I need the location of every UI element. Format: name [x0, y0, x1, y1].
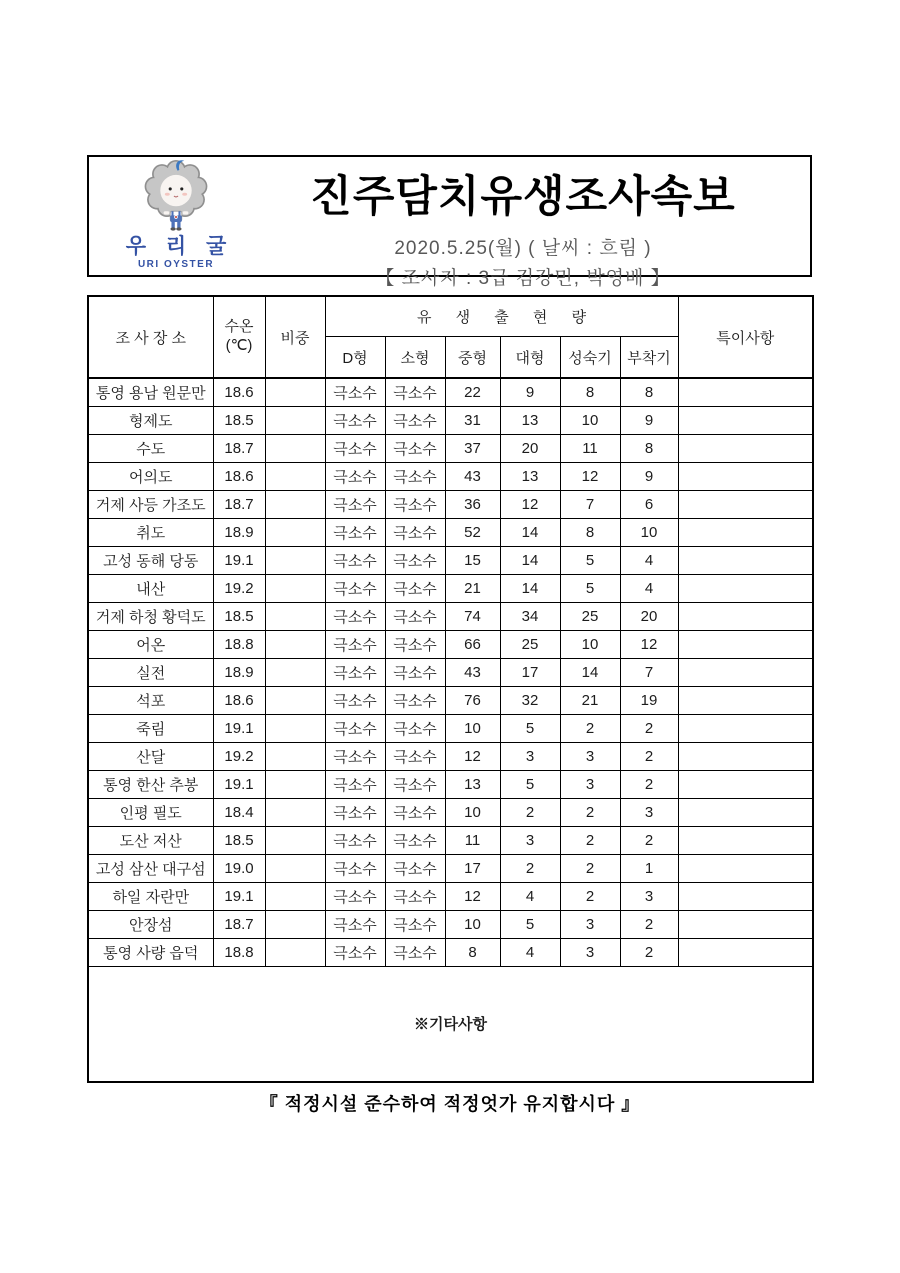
cell-mature: 3	[560, 742, 620, 770]
cell-large: 3	[500, 826, 560, 854]
cell-notes	[678, 882, 813, 910]
cell-medium: 31	[445, 406, 500, 434]
cell-temp: 18.5	[213, 826, 265, 854]
cell-small: 극소수	[385, 742, 445, 770]
table-row	[88, 518, 813, 546]
cell-d-type: 극소수	[325, 462, 385, 490]
cell-medium: 66	[445, 630, 500, 658]
table-row	[88, 434, 813, 462]
cell-small: 극소수	[385, 798, 445, 826]
cell-gravity	[265, 854, 325, 882]
cell-notes	[678, 826, 813, 854]
cell-d-type: 극소수	[325, 882, 385, 910]
cell-large: 4	[500, 938, 560, 966]
cell-temp: 19.1	[213, 770, 265, 798]
cell-notes	[678, 658, 813, 686]
cell-mature: 10	[560, 406, 620, 434]
cell-temp: 19.1	[213, 714, 265, 742]
cell-attach: 12	[620, 630, 678, 658]
cell-attach: 2	[620, 770, 678, 798]
cell-medium: 36	[445, 490, 500, 518]
cell-mature: 5	[560, 574, 620, 602]
table-row	[88, 630, 813, 658]
cell-location: 석포	[88, 686, 213, 714]
cell-attach: 1	[620, 854, 678, 882]
table-row	[88, 854, 813, 882]
cell-small: 극소수	[385, 434, 445, 462]
cell-location: 통영 사량 읍덕	[88, 938, 213, 966]
cell-small: 극소수	[385, 826, 445, 854]
cell-gravity	[265, 714, 325, 742]
cell-mature: 10	[560, 630, 620, 658]
cell-d-type: 극소수	[325, 910, 385, 938]
cell-medium: 17	[445, 854, 500, 882]
table-row	[88, 742, 813, 770]
cell-large: 13	[500, 406, 560, 434]
cell-temp: 18.5	[213, 406, 265, 434]
survey-table-wrap	[87, 295, 814, 1083]
cell-location: 죽림	[88, 714, 213, 742]
cell-gravity	[265, 630, 325, 658]
cell-small: 극소수	[385, 518, 445, 546]
table-row	[88, 770, 813, 798]
cell-mature: 2	[560, 854, 620, 882]
cell-small: 극소수	[385, 490, 445, 518]
cell-notes	[678, 378, 813, 406]
cell-mature: 8	[560, 518, 620, 546]
cell-mature: 3	[560, 938, 620, 966]
cell-small: 극소수	[385, 574, 445, 602]
cell-notes	[678, 630, 813, 658]
cell-small: 극소수	[385, 770, 445, 798]
cell-small: 극소수	[385, 910, 445, 938]
table-row	[88, 686, 813, 714]
cell-d-type: 극소수	[325, 518, 385, 546]
cell-location: 형제도	[88, 406, 213, 434]
cell-small: 극소수	[385, 462, 445, 490]
col-header-temperature	[213, 296, 265, 378]
cell-d-type: 극소수	[325, 938, 385, 966]
logo-name-korean: 우 리 굴	[125, 235, 234, 258]
table-row	[88, 882, 813, 910]
col-header-small: 소형	[385, 337, 445, 379]
cell-small: 극소수	[385, 686, 445, 714]
cell-large: 17	[500, 658, 560, 686]
cell-attach: 2	[620, 938, 678, 966]
date-weather-line: 2020.5.25(월) ( 날씨 : 흐림 )	[394, 238, 652, 259]
table-row	[88, 910, 813, 938]
cell-location: 고성 동해 당동	[88, 546, 213, 574]
cell-attach: 3	[620, 882, 678, 910]
cell-notes	[678, 910, 813, 938]
cell-medium: 13	[445, 770, 500, 798]
table-header	[88, 296, 813, 378]
table-row	[88, 658, 813, 686]
cell-location: 안장섬	[88, 910, 213, 938]
col-header-large: 대형	[500, 337, 560, 379]
cell-location: 거제 사등 가조도	[88, 490, 213, 518]
cell-large: 5	[500, 910, 560, 938]
cell-large: 2	[500, 798, 560, 826]
cell-mature: 12	[560, 462, 620, 490]
cell-large: 20	[500, 434, 560, 462]
cell-medium: 10	[445, 714, 500, 742]
cell-notes	[678, 686, 813, 714]
cell-mature: 8	[560, 378, 620, 406]
cell-medium: 15	[445, 546, 500, 574]
cell-notes	[678, 714, 813, 742]
cell-large: 5	[500, 714, 560, 742]
cell-gravity	[265, 910, 325, 938]
col-header-mature: 성숙기	[560, 337, 620, 379]
cell-temp: 18.8	[213, 630, 265, 658]
cell-gravity	[265, 378, 325, 406]
cell-small: 극소수	[385, 938, 445, 966]
cell-temp: 18.9	[213, 658, 265, 686]
table-row	[88, 490, 813, 518]
cell-large: 25	[500, 630, 560, 658]
cell-d-type: 극소수	[325, 714, 385, 742]
cell-attach: 19	[620, 686, 678, 714]
uri-oyster-logo	[113, 160, 239, 270]
cell-gravity	[265, 406, 325, 434]
cell-attach: 2	[620, 742, 678, 770]
temp-header-line2: (℃)	[225, 337, 253, 354]
cell-mature: 5	[560, 546, 620, 574]
cell-d-type: 극소수	[325, 630, 385, 658]
cell-small: 극소수	[385, 630, 445, 658]
cell-gravity	[265, 826, 325, 854]
cell-temp: 19.1	[213, 882, 265, 910]
cell-temp: 18.9	[213, 518, 265, 546]
cell-d-type: 극소수	[325, 742, 385, 770]
cell-small: 극소수	[385, 882, 445, 910]
cell-mature: 7	[560, 490, 620, 518]
larvae-survey-table	[87, 295, 814, 1083]
table-row	[88, 574, 813, 602]
cell-attach: 10	[620, 518, 678, 546]
cell-gravity	[265, 574, 325, 602]
table-row	[88, 938, 813, 966]
cell-notes	[678, 938, 813, 966]
cell-large: 13	[500, 462, 560, 490]
cell-medium: 52	[445, 518, 500, 546]
cell-notes	[678, 798, 813, 826]
cell-notes	[678, 406, 813, 434]
cell-small: 극소수	[385, 378, 445, 406]
larvae-table-body	[88, 378, 813, 966]
cell-location: 하일 자란만	[88, 882, 213, 910]
cell-medium: 22	[445, 378, 500, 406]
col-header-notes: 특이사항	[678, 296, 813, 378]
cell-medium: 43	[445, 658, 500, 686]
cell-gravity	[265, 546, 325, 574]
cell-gravity	[265, 798, 325, 826]
cell-d-type: 극소수	[325, 686, 385, 714]
table-row	[88, 798, 813, 826]
cell-large: 12	[500, 490, 560, 518]
footer-slogan: 『 적정시설 준수하여 적정엇가 유지합시다 』	[259, 1094, 641, 1114]
cell-large: 4	[500, 882, 560, 910]
cell-mature: 2	[560, 826, 620, 854]
cell-mature: 11	[560, 434, 620, 462]
table-row	[88, 546, 813, 574]
cell-location: 거제 하청 황덕도	[88, 602, 213, 630]
cell-notes	[678, 742, 813, 770]
cell-d-type: 극소수	[325, 406, 385, 434]
cell-gravity	[265, 518, 325, 546]
cell-attach: 4	[620, 546, 678, 574]
cell-mature: 21	[560, 686, 620, 714]
cell-medium: 43	[445, 462, 500, 490]
cell-temp: 18.6	[213, 378, 265, 406]
table-row	[88, 462, 813, 490]
cell-gravity	[265, 602, 325, 630]
cell-temp: 18.6	[213, 686, 265, 714]
cell-large: 5	[500, 770, 560, 798]
cell-d-type: 극소수	[325, 854, 385, 882]
cell-small: 극소수	[385, 546, 445, 574]
cell-notes	[678, 518, 813, 546]
cell-gravity	[265, 742, 325, 770]
cell-temp: 18.7	[213, 910, 265, 938]
cell-small: 극소수	[385, 658, 445, 686]
cell-notes	[678, 854, 813, 882]
cell-location: 실전	[88, 658, 213, 686]
etc-section	[88, 966, 813, 1082]
cell-medium: 11	[445, 826, 500, 854]
cell-temp: 18.7	[213, 490, 265, 518]
cell-notes	[678, 546, 813, 574]
col-header-attach: 부착기	[620, 337, 678, 379]
cell-gravity	[265, 686, 325, 714]
cell-medium: 76	[445, 686, 500, 714]
cell-medium: 12	[445, 882, 500, 910]
cell-large: 2	[500, 854, 560, 882]
cell-attach: 3	[620, 798, 678, 826]
cell-attach: 9	[620, 462, 678, 490]
cell-medium: 74	[445, 602, 500, 630]
cell-mature: 3	[560, 910, 620, 938]
cell-attach: 2	[620, 714, 678, 742]
cell-d-type: 극소수	[325, 378, 385, 406]
cell-large: 3	[500, 742, 560, 770]
cell-d-type: 극소수	[325, 574, 385, 602]
cell-small: 극소수	[385, 406, 445, 434]
table-row	[88, 378, 813, 406]
cell-location: 어온	[88, 630, 213, 658]
header-banner	[87, 155, 812, 289]
cell-mature: 2	[560, 798, 620, 826]
oyster-mascot-icon	[136, 160, 216, 236]
cell-notes	[678, 602, 813, 630]
col-header-gravity: 비중	[265, 296, 325, 378]
cell-location: 내산	[88, 574, 213, 602]
cell-medium: 8	[445, 938, 500, 966]
cell-temp: 18.7	[213, 434, 265, 462]
cell-d-type: 극소수	[325, 770, 385, 798]
cell-location: 취도	[88, 518, 213, 546]
cell-medium: 37	[445, 434, 500, 462]
cell-medium: 12	[445, 742, 500, 770]
cell-medium: 10	[445, 798, 500, 826]
cell-attach: 2	[620, 826, 678, 854]
cell-large: 14	[500, 574, 560, 602]
cell-attach: 8	[620, 378, 678, 406]
cell-large: 32	[500, 686, 560, 714]
cell-d-type: 극소수	[325, 826, 385, 854]
cell-gravity	[265, 882, 325, 910]
cell-d-type: 극소수	[325, 602, 385, 630]
cell-medium: 21	[445, 574, 500, 602]
cell-notes	[678, 574, 813, 602]
cell-gravity	[265, 462, 325, 490]
cell-medium: 10	[445, 910, 500, 938]
cell-gravity	[265, 938, 325, 966]
cell-location: 산달	[88, 742, 213, 770]
cell-notes	[678, 770, 813, 798]
cell-d-type: 극소수	[325, 658, 385, 686]
cell-mature: 14	[560, 658, 620, 686]
logo-name-english: URI OYSTER	[137, 259, 215, 271]
cell-d-type: 극소수	[325, 798, 385, 826]
table-row	[88, 602, 813, 630]
cell-d-type: 극소수	[325, 490, 385, 518]
col-header-location: 조 사 장 소	[88, 296, 213, 378]
cell-temp: 18.5	[213, 602, 265, 630]
cell-location: 고성 삼산 대구섬	[88, 854, 213, 882]
cell-temp: 18.8	[213, 938, 265, 966]
table-row	[88, 406, 813, 434]
cell-mature: 2	[560, 714, 620, 742]
cell-attach: 7	[620, 658, 678, 686]
cell-notes	[678, 434, 813, 462]
cell-location: 도산 저산	[88, 826, 213, 854]
cell-location: 인평 필도	[88, 798, 213, 826]
cell-temp: 19.2	[213, 742, 265, 770]
cell-small: 극소수	[385, 854, 445, 882]
cell-temp: 18.4	[213, 798, 265, 826]
cell-gravity	[265, 658, 325, 686]
col-header-d-type: D형	[325, 337, 385, 379]
cell-temp: 19.2	[213, 574, 265, 602]
table-row	[88, 714, 813, 742]
col-header-larvae-group: 유 생 출 현 량	[325, 296, 678, 337]
cell-attach: 8	[620, 434, 678, 462]
cell-gravity	[265, 490, 325, 518]
etc-notes-cell: ※기타사항	[88, 966, 813, 1082]
cell-mature: 25	[560, 602, 620, 630]
cell-small: 극소수	[385, 602, 445, 630]
cell-d-type: 극소수	[325, 546, 385, 574]
page-title: 진주담치유생조사속보	[310, 173, 736, 221]
cell-attach: 4	[620, 574, 678, 602]
cell-large: 34	[500, 602, 560, 630]
table-row	[88, 826, 813, 854]
cell-large: 14	[500, 518, 560, 546]
cell-attach: 6	[620, 490, 678, 518]
cell-gravity	[265, 434, 325, 462]
temp-header-line1: 수온	[224, 318, 254, 336]
cell-small: 극소수	[385, 714, 445, 742]
cell-temp: 19.0	[213, 854, 265, 882]
cell-notes	[678, 490, 813, 518]
header-titles	[244, 163, 802, 290]
cell-large: 9	[500, 378, 560, 406]
cell-temp: 18.6	[213, 462, 265, 490]
cell-attach: 2	[620, 910, 678, 938]
cell-attach: 9	[620, 406, 678, 434]
cell-notes	[678, 462, 813, 490]
cell-location: 수도	[88, 434, 213, 462]
cell-attach: 20	[620, 602, 678, 630]
cell-location: 통영 한산 추봉	[88, 770, 213, 798]
cell-mature: 3	[560, 770, 620, 798]
surveyor-line: 【 조사자 : 3급 김강민, 박영배 】	[375, 268, 671, 289]
cell-location: 어의도	[88, 462, 213, 490]
cell-gravity	[265, 770, 325, 798]
cell-mature: 2	[560, 882, 620, 910]
cell-large: 14	[500, 546, 560, 574]
cell-location: 통영 용남 원문만	[88, 378, 213, 406]
col-header-medium: 중형	[445, 337, 500, 379]
cell-temp: 19.1	[213, 546, 265, 574]
cell-d-type: 극소수	[325, 434, 385, 462]
